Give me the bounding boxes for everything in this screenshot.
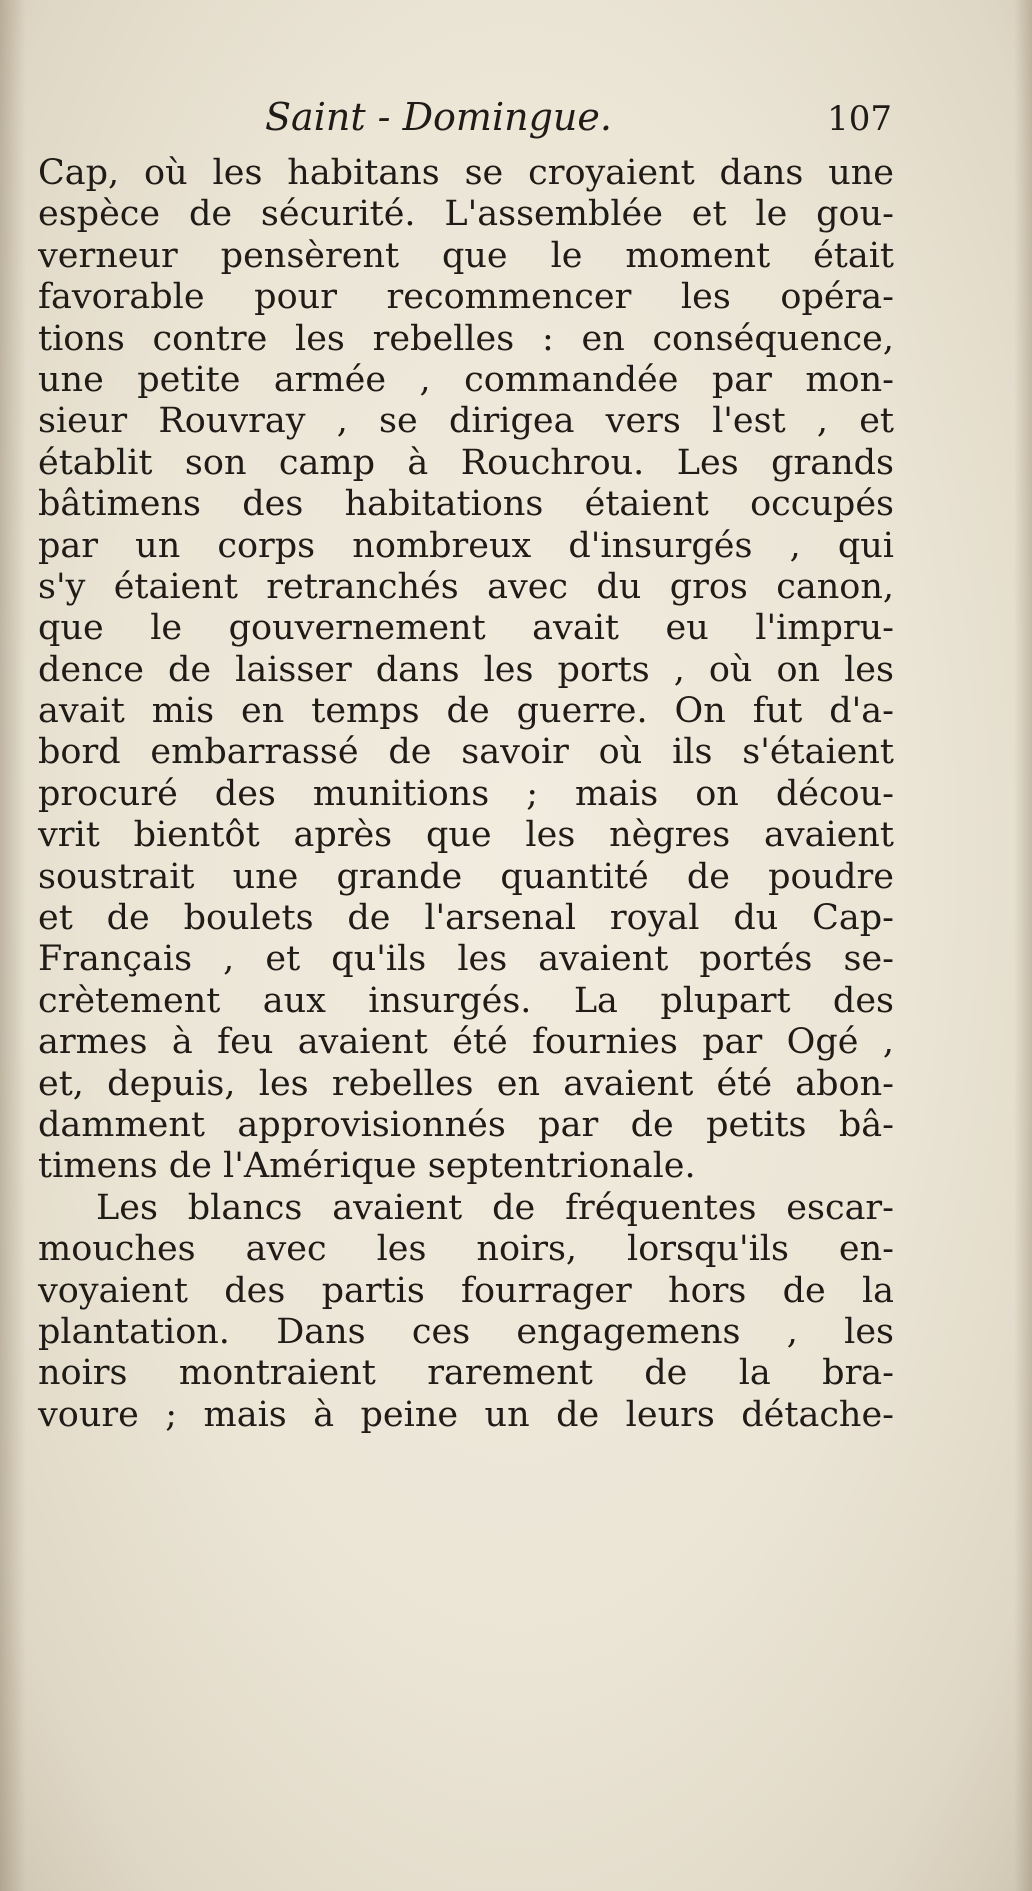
text-line: verneur pensèrent que le moment était [38, 235, 894, 276]
text-line: vrit bientôt après que les nègres avaient [38, 815, 894, 856]
text-line: établit son camp à Rouchrou. Les grands [38, 442, 894, 483]
text-line: et, depuis, les rebelles en avaient été abon- [38, 1063, 894, 1104]
page-number: 107 [827, 99, 892, 139]
running-title: Saint - Domingue. [265, 95, 612, 139]
page-edge-shadow-right [1014, 0, 1032, 1891]
text-line: une petite armée , commandée par mon- [38, 359, 894, 400]
text-line: damment approvisionnés par de petits bâ- [38, 1104, 894, 1145]
text-line: voyaient des partis fourrager hors de la [38, 1270, 894, 1311]
text-line: avait mis en temps de guerre. On fut d'a- [38, 691, 894, 732]
text-line: soustrait une grande quantité de poudre [38, 856, 894, 897]
text-line: Cap, où les habitans se croyaient dans une [38, 153, 894, 193]
page-edge-shadow-left [0, 0, 26, 1891]
text-line: tions contre les rebelles : en conséquence, [38, 318, 894, 359]
text-line: mouches avec les noirs, lorsqu'ils en- [38, 1229, 894, 1270]
body-text [38, 153, 894, 1436]
text-line: procuré des munitions ; mais on décou- [38, 773, 894, 814]
text-line: dence de laisser dans les ports , où on les [38, 649, 894, 690]
text-line: s'y étaient retranchés avec du gros canon, [38, 566, 894, 607]
text-line: plantation. Dans ces engagemens , les [38, 1311, 894, 1352]
paragraph-first-line: Les blancs avaient de fréquentes escar- [96, 1187, 894, 1228]
paragraph-last-line: timens de l'Amérique septentrionale. [38, 1146, 696, 1187]
text-line: armes à feu avaient été fournies par Ogé , [38, 1022, 894, 1063]
text-line: espèce de sécurité. L'assemblée et le gou- [38, 194, 894, 235]
text-line: voure ; mais à peine un de leurs détache- [38, 1394, 894, 1435]
text-line: favorable pour recommencer les opéra- [38, 277, 894, 318]
text-line: et de boulets de l'arsenal royal du Cap- [38, 898, 894, 939]
text-line: que le gouvernement avait eu l'impru- [38, 608, 894, 649]
text-line: Français , et qu'ils les avaient portés se- [38, 939, 894, 980]
text-line: noirs montraient rarement de la bra- [38, 1353, 894, 1394]
text-line: bâtimens des habitations étaient occupés [38, 484, 894, 525]
text-line: bord embarrassé de savoir où ils s'étaient [38, 732, 894, 773]
text-line: crètement aux insurgés. La plupart des [38, 980, 894, 1021]
text-line: sieur Rouvray , se dirigea vers l'est , et [38, 401, 894, 442]
page-header [42, 92, 892, 142]
text-line: par un corps nombreux d'insurgés , qui [38, 525, 894, 566]
